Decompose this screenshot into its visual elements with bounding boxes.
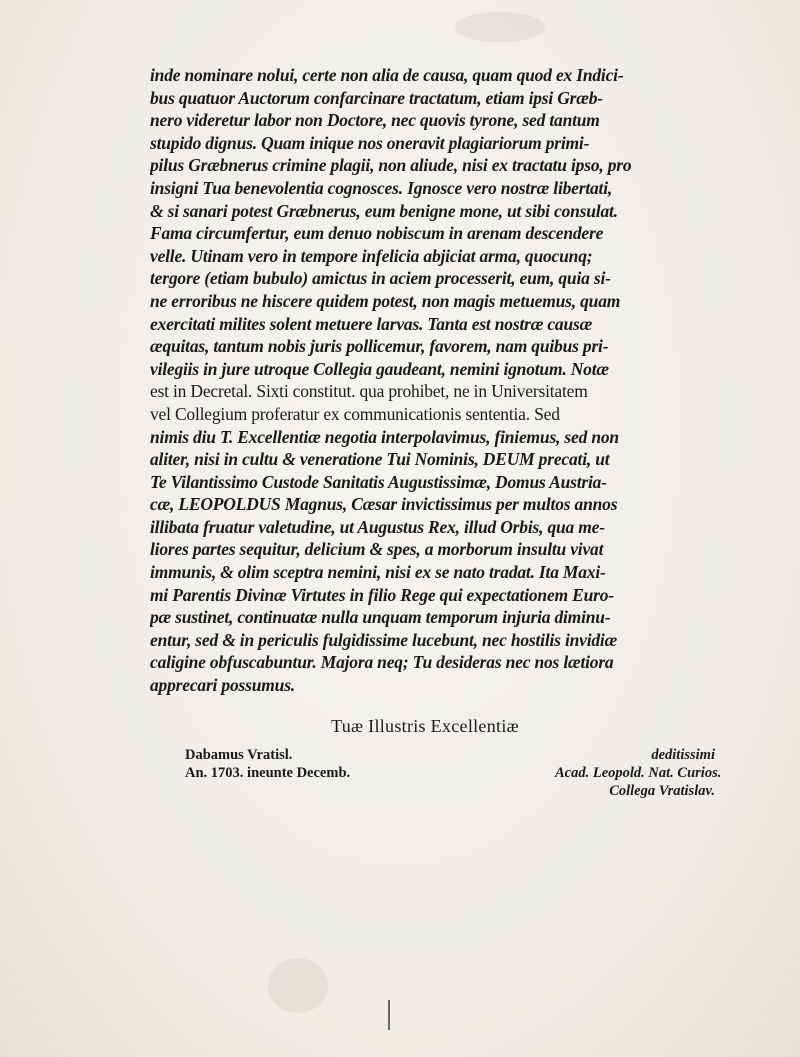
ink-mark [388, 1000, 390, 1030]
closing-salutation: Tuæ Illustris Excellentiæ [331, 716, 519, 736]
text-line: nimis diu T. Excellentiæ negotia interpolavimus, finiemus, sed non [150, 426, 619, 447]
date-year: An. 1703. ineunte Decemb. [185, 765, 351, 781]
text-line: insigni Tua benevolentia cognosces. Ignosce vero nostræ libertati, [150, 177, 613, 198]
text-line: exercitati milites solent metuere larvas. Tanta est nostræ causæ [150, 313, 593, 334]
text-line: apprecari possumus. [150, 675, 295, 696]
text-line: Fama circumfertur, eum denuo nobiscum in arenam descendere [150, 223, 604, 244]
text-line: bus quatuor Auctorum confarcinare tractatum, etiam ipsi Græb- [150, 87, 603, 108]
text-line: cæ, LEOPOLDUS Magnus, Cæsar invictissimus per multos annos [150, 494, 618, 515]
signature-block [555, 746, 722, 800]
text-line: caligine obfuscabuntur. Majora neq; Tu desideras nec nos lætiora [150, 652, 614, 673]
text-line: velle. Utinam vero in tempore infelicia abjiciat arma, quocunq; [150, 245, 593, 266]
text-line: Te Vilantissimo Custode Sanitatis Augustissimæ, Domus Austria- [150, 471, 607, 492]
date-line [185, 746, 405, 782]
paper-stain [268, 958, 328, 1013]
text-line: vilegiis in jure utroque Collegia gaudeant, nemini ignotum. Notæ [150, 358, 609, 379]
text-line: & si sanari potest Græbnerus, eum benigne mone, ut sibi consulat. [150, 200, 618, 221]
text-line: ne erroribus ne hiscere quidem potest, non magis metuemus, quam [150, 290, 621, 311]
text-line: immunis, & olim sceptra nemini, nisi ex se nato tradat. Ita Maxi- [150, 562, 606, 583]
text-line: tergore (etiam bubulo) amictus in aciem processerit, eum, quia si- [150, 268, 611, 289]
text-line: vel Collegium proferatur ex communicationis sententia. Sed [150, 403, 560, 424]
text-line: inde nominare nolui, certe non alia de causa, quam quod ex Indici- [150, 65, 624, 85]
signature-line-1: deditissimi [651, 747, 715, 763]
text-line: nero videretur labor non Doctore, nec quovis tyrone, sed tantum [150, 110, 600, 131]
signature-line-2: Acad. Leopold. Nat. Curios. [555, 765, 722, 781]
text-line: entur, sed & in periculis fulgidissime lucebunt, nec hostilis invidiæ [150, 629, 618, 650]
date-place: Dabamus Vratisl. [185, 747, 293, 763]
text-line: liores partes sequitur, delicium & spes, a morborum insultu vivat [150, 539, 604, 560]
paper-stain [455, 12, 545, 42]
text-line: æquitas, tantum nobis juris pollicemur, favorem, nam quibus pri- [150, 336, 609, 357]
text-line: aliter, nisi in cultu & veneratione Tui Nominis, DEUM precati, ut [150, 449, 610, 470]
body-text [150, 64, 690, 697]
text-line: pæ sustinet, continuatæ nulla unquam temporum injuria diminu- [150, 607, 611, 628]
text-line: mi Parentis Divinæ Virtutes in filio Rege qui expectationem Euro- [150, 584, 614, 605]
text-line: illibata fruatur valetudine, ut Augustus Rex, illud Orbis, qua me- [150, 516, 605, 537]
text-line: pilus Græbnerus crimine plagii, non aliude, nisi ex tractatu ipso, pro [150, 155, 632, 176]
text-line: stupido dignus. Quam inique nos oneravit plagiariorum primi- [150, 132, 590, 153]
signature-line-3: Collega Vratislav. [609, 783, 715, 799]
text-line: est in Decretal. Sixti constitut. qua prohibet, ne in Universitatem [150, 381, 588, 402]
